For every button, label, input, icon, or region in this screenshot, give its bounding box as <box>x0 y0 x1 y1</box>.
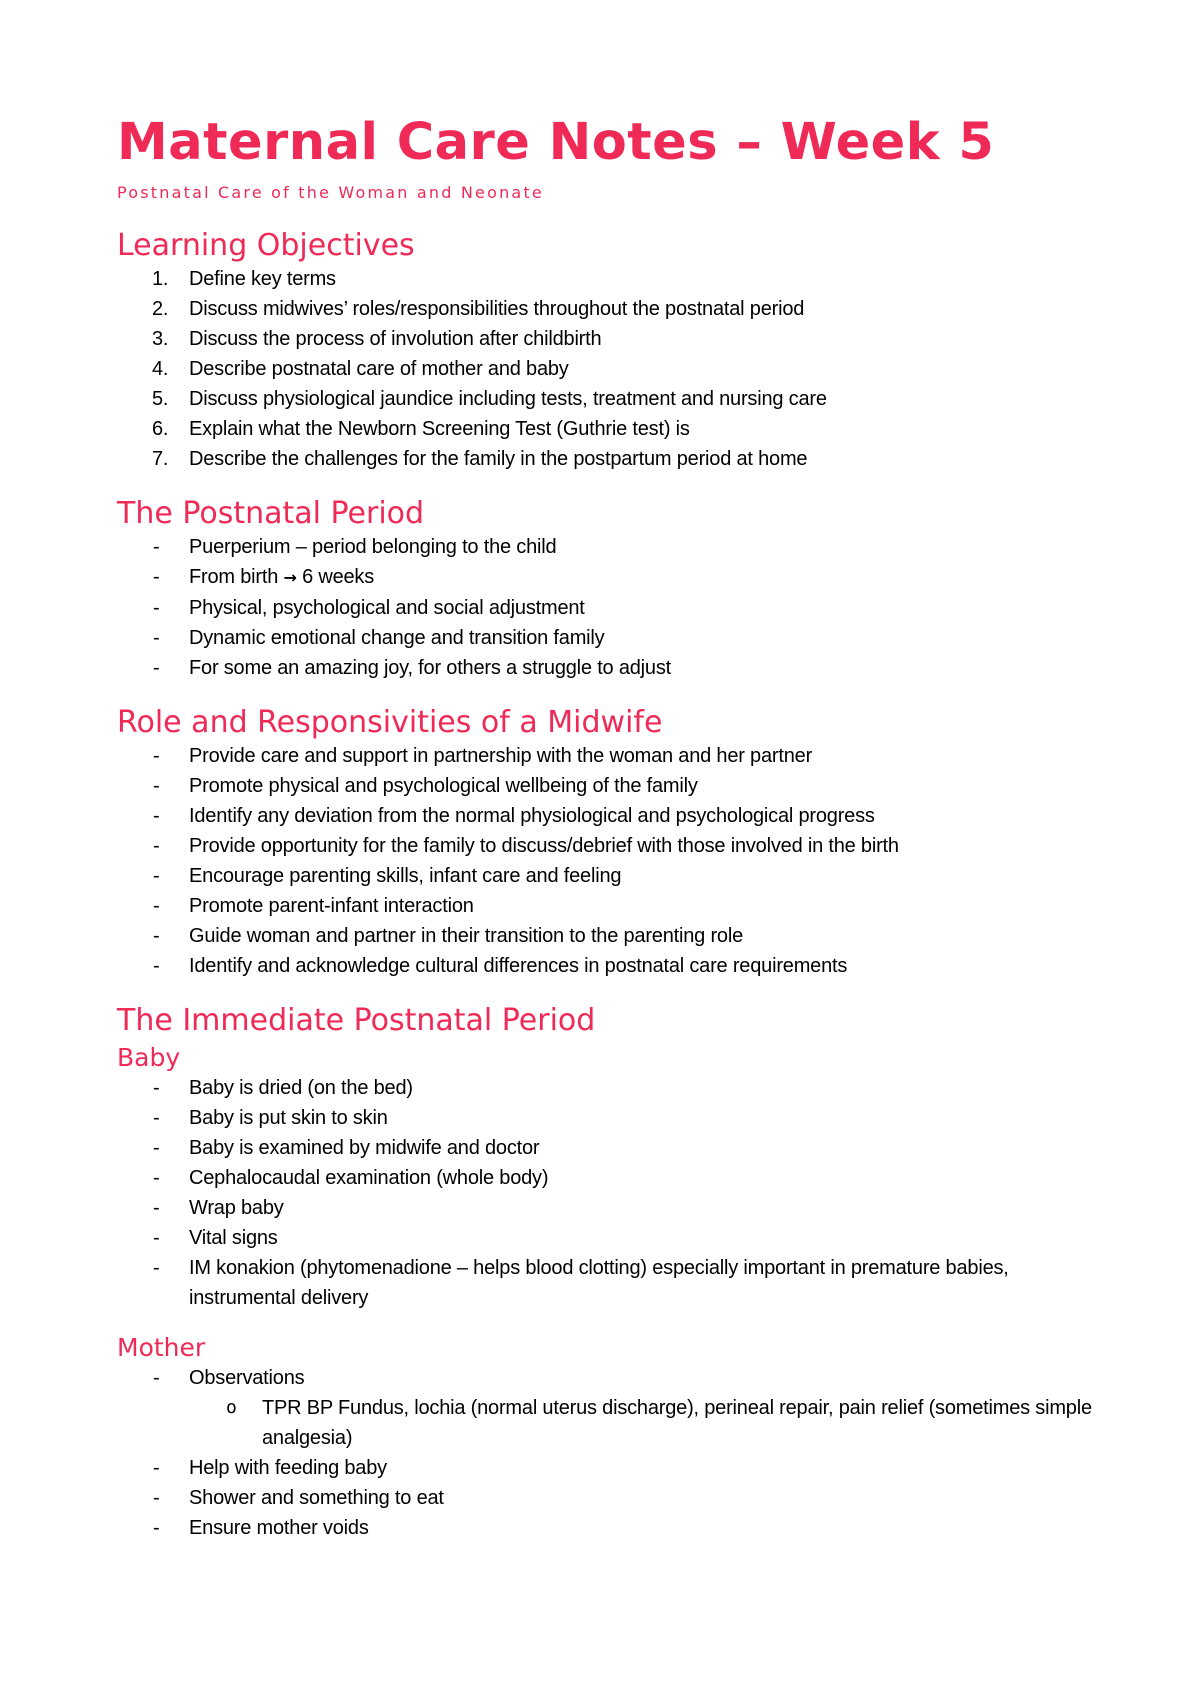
list-item <box>117 414 1097 444</box>
list-item-text: Vital signs <box>189 1227 278 1249</box>
list-item-text: Promote parent-infant interaction <box>189 895 474 917</box>
list-item-text: Define key terms <box>189 268 336 290</box>
list-item-text: Shower and something to eat <box>189 1487 444 1509</box>
list-item <box>117 891 1097 921</box>
postnatal-period-list <box>117 532 1097 683</box>
list-item <box>117 1223 1097 1253</box>
heading-baby: Baby <box>117 1043 181 1072</box>
heading-mother: Mother <box>117 1333 206 1362</box>
dash-bullet: - <box>153 805 160 827</box>
list-number: 6. <box>152 418 169 440</box>
list-item-text: Describe the challenges for the family in the postpartum period at home <box>189 448 808 470</box>
list-item <box>117 294 1097 324</box>
baby-list <box>117 1073 1097 1313</box>
dash-bullet: - <box>153 1367 160 1389</box>
dash-bullet: - <box>153 1457 160 1479</box>
list-item-text: Identify and acknowledge cultural differences in postnatal care requirements <box>189 955 848 977</box>
dash-bullet: - <box>153 1077 160 1099</box>
list-item <box>117 1253 1097 1313</box>
list-item-text: IM konakion (phytomenadione – helps blood clotting) especially important in premature babies, instrumental delivery <box>189 1257 1009 1309</box>
subsection-baby <box>117 1043 1097 1313</box>
list-item <box>117 324 1097 354</box>
list-item <box>117 264 1097 294</box>
dash-bullet: - <box>153 1257 160 1279</box>
dash-bullet: - <box>153 835 160 857</box>
list-item-text: 6 weeks <box>302 566 375 588</box>
list-item-text: Describe postnatal care of mother and baby <box>189 358 569 380</box>
dash-bullet: - <box>153 657 160 679</box>
dash-bullet: - <box>153 775 160 797</box>
list-item <box>117 801 1097 831</box>
page-subtitle: Postnatal Care of the Woman and Neonate <box>117 183 544 202</box>
list-item <box>117 532 1097 562</box>
list-item-text: Guide woman and partner in their transition to the parenting role <box>189 925 744 947</box>
list-item <box>117 1133 1097 1163</box>
list-item <box>117 771 1097 801</box>
dash-bullet: - <box>153 1517 160 1539</box>
list-item <box>117 921 1097 951</box>
heading-immediate-postnatal: The Immediate Postnatal Period <box>117 1003 596 1038</box>
list-item-text: Help with feeding baby <box>189 1457 387 1479</box>
dash-bullet: - <box>153 955 160 977</box>
dash-bullet: - <box>153 745 160 767</box>
section-postnatal-period <box>117 496 1097 683</box>
list-item <box>117 623 1097 653</box>
list-number: 4. <box>152 358 169 380</box>
list-item <box>117 1453 1097 1483</box>
list-item <box>117 444 1097 474</box>
sub-list-item <box>117 1393 1097 1453</box>
list-item-text: Puerperium – period belonging to the child <box>189 536 557 558</box>
list-item <box>117 1163 1097 1193</box>
list-item-text: TPR BP Fundus, lochia (normal uterus discharge), perineal repair, pain relief (sometimes simple analgesia) <box>262 1397 1092 1449</box>
list-item <box>117 653 1097 683</box>
dash-bullet: - <box>153 1167 160 1189</box>
list-number: 1. <box>152 268 169 290</box>
dash-bullet: - <box>153 925 160 947</box>
list-item <box>117 562 1097 593</box>
list-item-text: Explain what the Newborn Screening Test (Guthrie test) is <box>189 418 690 440</box>
heading-midwife-role: Role and Responsivities of a Midwife <box>117 705 663 740</box>
section-midwife-role <box>117 705 1097 981</box>
list-item-text: Wrap baby <box>189 1197 284 1219</box>
list-item-text: Provide care and support in partnership with the woman and her partner <box>189 745 813 767</box>
list-item-text: Encourage parenting skills, infant care and feeling <box>189 865 622 887</box>
mother-list <box>117 1363 1097 1393</box>
list-item <box>117 1363 1097 1393</box>
list-item <box>117 951 1097 981</box>
list-item <box>117 593 1097 623</box>
list-item <box>117 384 1097 414</box>
list-item-text: Promote physical and psychological wellbeing of the family <box>189 775 698 797</box>
dash-bullet: - <box>153 566 160 588</box>
observations-sublist <box>117 1393 1097 1453</box>
heading-learning-objectives: Learning Objectives <box>117 228 415 263</box>
list-item-text: Baby is put skin to skin <box>189 1107 388 1129</box>
mother-list-continued <box>117 1453 1097 1543</box>
list-item-text: Discuss the process of involution after childbirth <box>189 328 602 350</box>
list-item <box>117 861 1097 891</box>
list-item-text: From birth <box>189 566 279 588</box>
list-item <box>117 1073 1097 1103</box>
list-item-text: Ensure mother voids <box>189 1517 369 1539</box>
dash-bullet: - <box>153 1227 160 1249</box>
page-title: Maternal Care Notes – Week 5 <box>117 113 995 172</box>
list-item-text: For some an amazing joy, for others a struggle to adjust <box>189 657 672 679</box>
list-item <box>117 1483 1097 1513</box>
right-arrow-icon: → <box>283 568 297 587</box>
learning-objectives-list <box>117 264 1097 474</box>
dash-bullet: - <box>153 1197 160 1219</box>
dash-bullet: - <box>153 1107 160 1129</box>
list-item <box>117 831 1097 861</box>
list-number: 7. <box>152 448 169 470</box>
circle-bullet-icon: o <box>226 1397 237 1418</box>
list-item-text: Dynamic emotional change and transition family <box>189 627 605 649</box>
list-item-text: Provide opportunity for the family to discuss/debrief with those involved in the birth <box>189 835 899 857</box>
list-item-text: Physical, psychological and social adjustment <box>189 597 585 619</box>
dash-bullet: - <box>153 895 160 917</box>
list-item <box>117 1103 1097 1133</box>
list-item <box>117 354 1097 384</box>
list-number: 2. <box>152 298 169 320</box>
document-content <box>117 112 1097 1543</box>
list-item <box>117 1513 1097 1543</box>
dash-bullet: - <box>153 1137 160 1159</box>
list-item-text: Cephalocaudal examination (whole body) <box>189 1167 549 1189</box>
section-learning-objectives <box>117 228 1097 474</box>
midwife-role-list <box>117 741 1097 981</box>
dash-bullet: - <box>153 627 160 649</box>
list-number: 3. <box>152 328 169 350</box>
subsection-mother <box>117 1333 1097 1543</box>
dash-bullet: - <box>153 597 160 619</box>
dash-bullet: - <box>153 1487 160 1509</box>
heading-postnatal-period: The Postnatal Period <box>117 496 425 531</box>
list-item-text: Identify any deviation from the normal physiological and psychological progress <box>189 805 875 827</box>
list-item <box>117 741 1097 771</box>
section-immediate-postnatal <box>117 1003 1097 1543</box>
list-item-text: Discuss physiological jaundice including tests, treatment and nursing care <box>189 388 827 410</box>
dash-bullet: - <box>153 536 160 558</box>
list-item-text: Baby is examined by midwife and doctor <box>189 1137 540 1159</box>
list-item-text: Discuss midwives’ roles/responsibilities throughout the postnatal period <box>189 298 805 320</box>
list-item-text: Observations <box>189 1367 305 1389</box>
dash-bullet: - <box>153 865 160 887</box>
list-item <box>117 1193 1097 1223</box>
list-number: 5. <box>152 388 169 410</box>
list-item-text: Baby is dried (on the bed) <box>189 1077 413 1099</box>
